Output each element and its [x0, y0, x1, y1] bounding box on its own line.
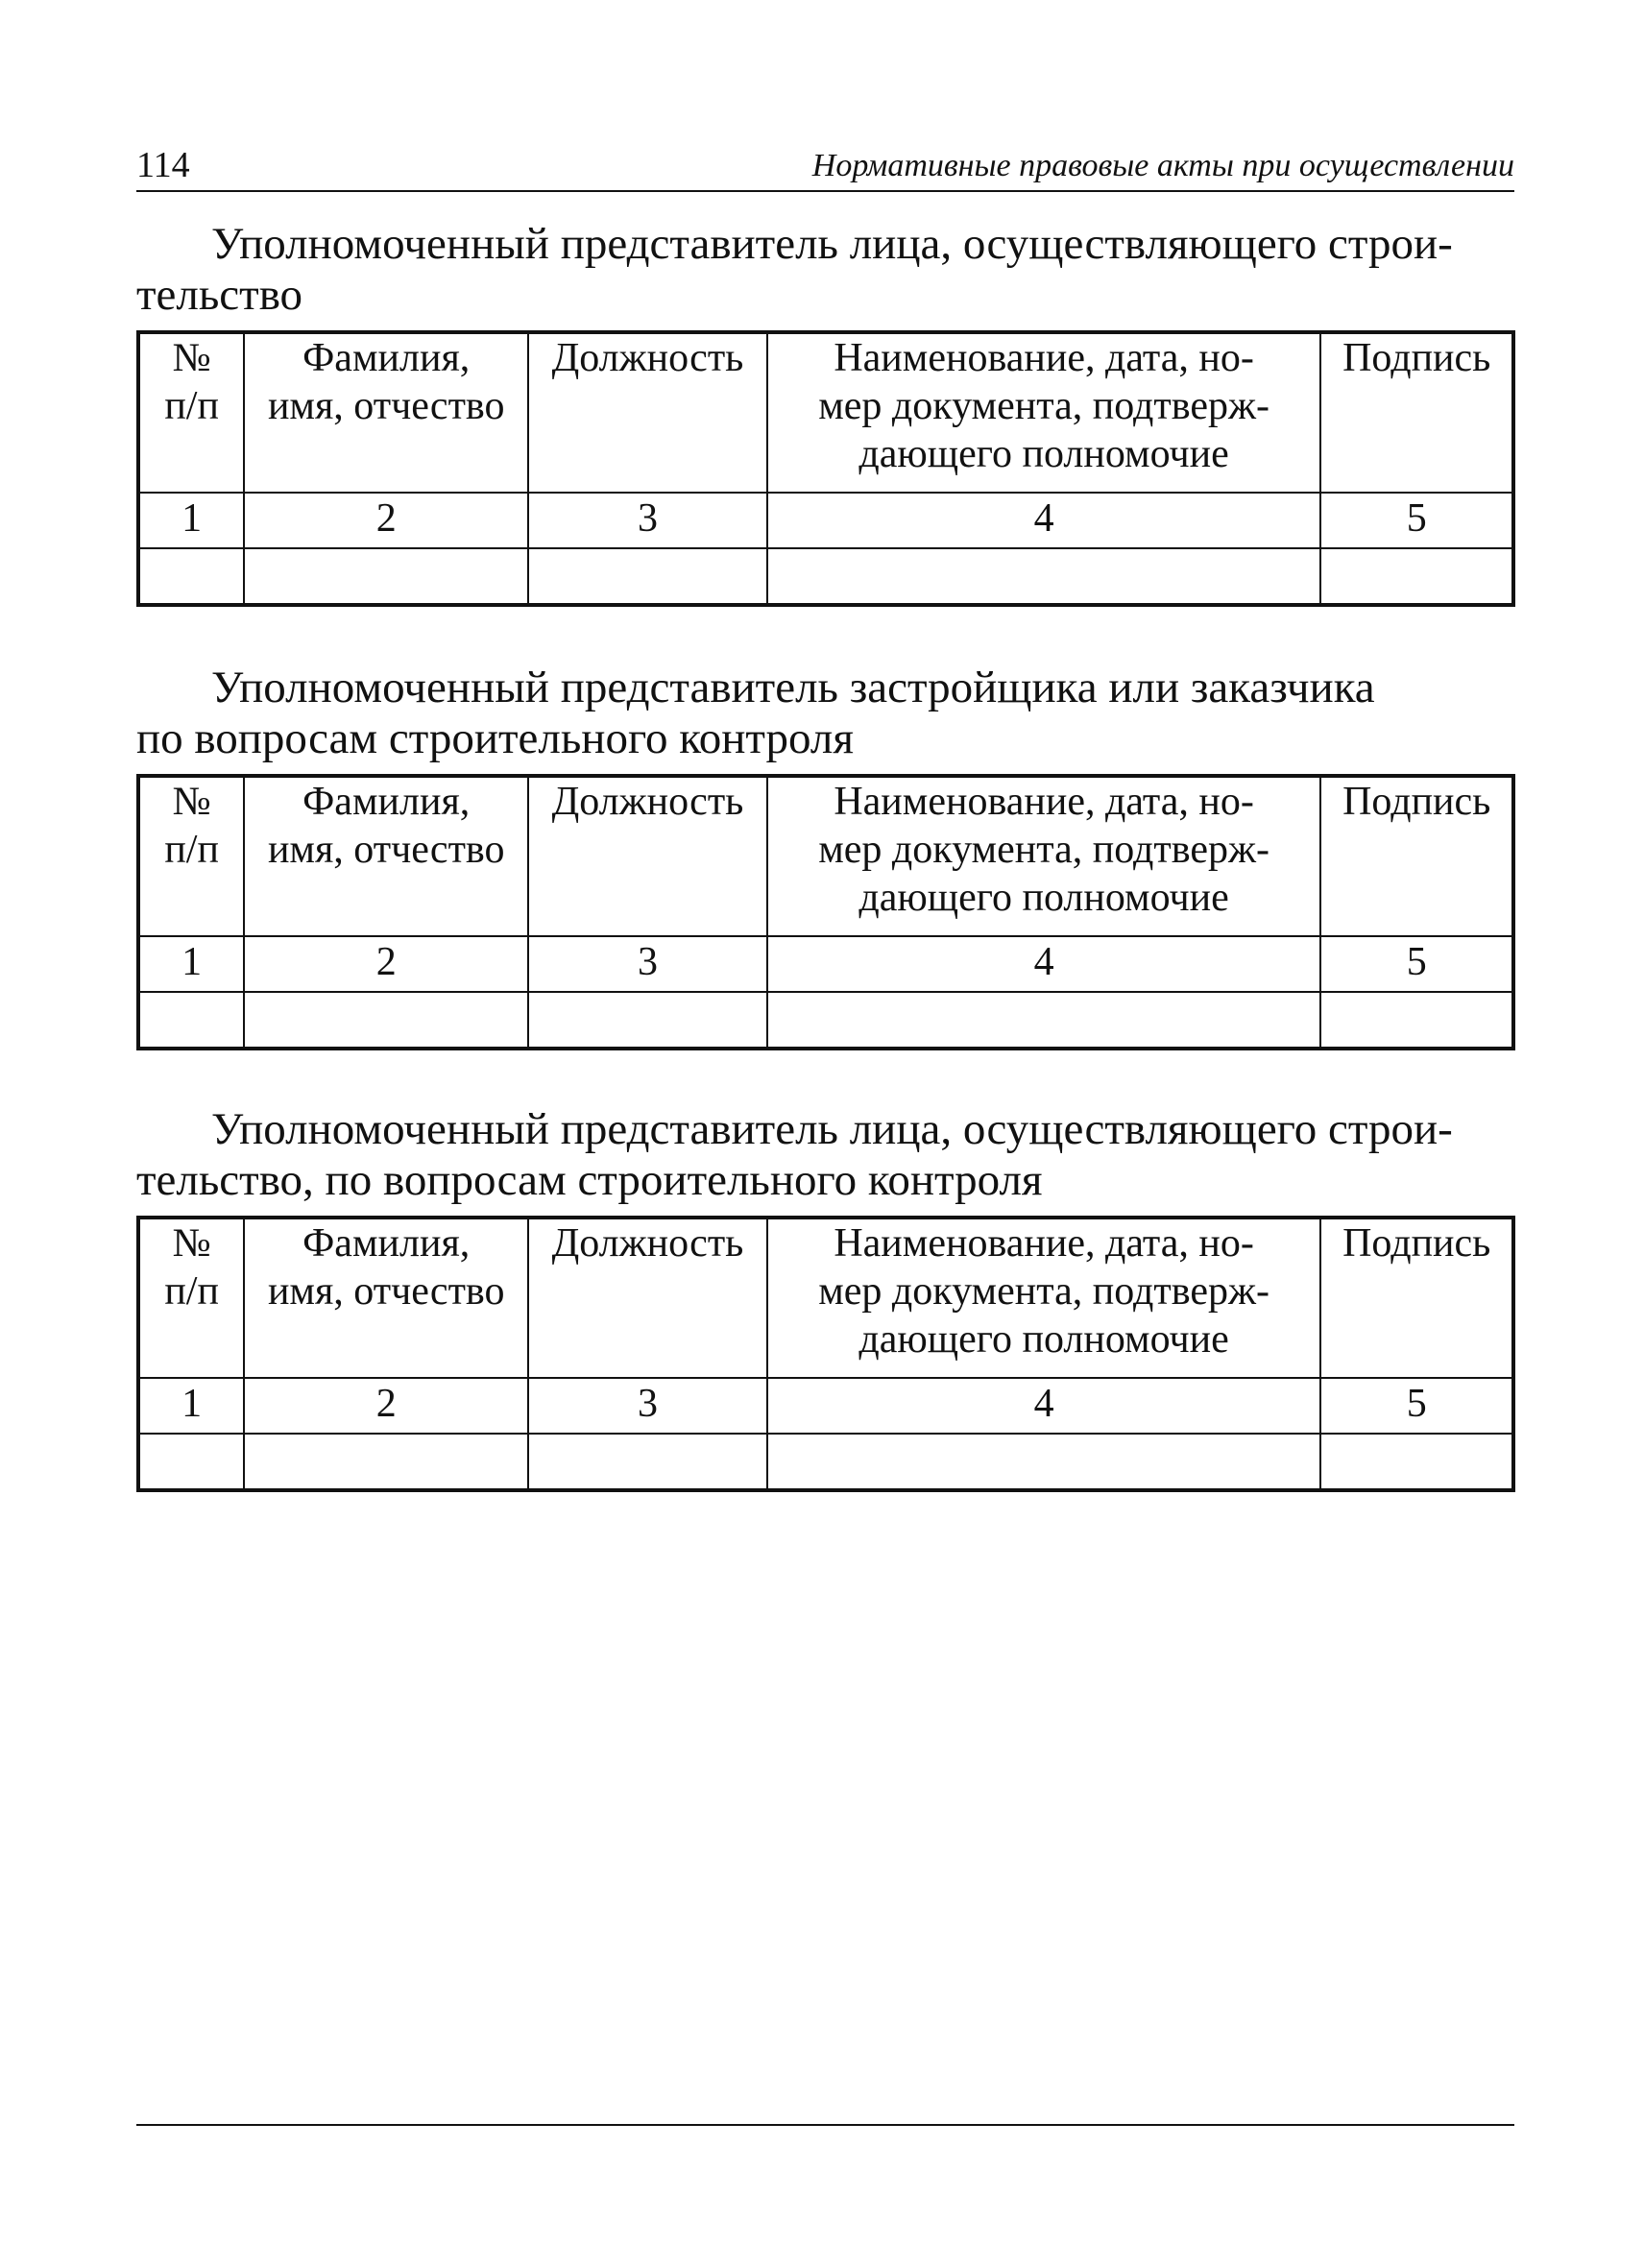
col-header-position: Должность — [528, 1218, 767, 1378]
column-index-row: 1 2 3 4 5 — [138, 493, 1513, 548]
table-header-row — [138, 776, 1513, 936]
col-header-position: Должность — [528, 332, 767, 493]
col-header-document: Наименование, дата, но- мер документа, подтверж- дающего полномочие — [767, 776, 1321, 936]
table-header-row — [138, 1218, 1513, 1378]
signature-table — [136, 774, 1515, 1050]
footer-rule — [136, 2124, 1514, 2126]
page-number: 114 — [136, 145, 190, 185]
section-caption: Уполномоченный представитель лица, осуществляющего строи- тельство — [136, 219, 1453, 320]
col-header-name: Фамилия, имя, отчество — [244, 776, 528, 936]
running-head-title: Нормативные правовые акты при осуществлении — [811, 148, 1514, 183]
table-header-row — [138, 332, 1513, 493]
table-row — [138, 1434, 1513, 1490]
column-index-row: 1 2 3 4 5 — [138, 936, 1513, 992]
col-header-position: Должность — [528, 776, 767, 936]
running-head — [136, 144, 1514, 192]
signature-table — [136, 1216, 1515, 1492]
col-header-signature: Подпись — [1320, 332, 1513, 493]
col-header-number: № п/п — [138, 776, 244, 936]
section-caption: Уполномоченный представитель застройщика или заказчика по вопросам строительного контроля — [136, 663, 1375, 763]
signature-table — [136, 330, 1515, 607]
col-header-signature: Подпись — [1320, 776, 1513, 936]
col-header-document: Наименование, дата, но- мер документа, подтверж- дающего полномочие — [767, 1218, 1321, 1378]
col-header-name: Фамилия, имя, отчество — [244, 1218, 528, 1378]
col-header-number: № п/п — [138, 332, 244, 493]
column-index-row: 1 2 3 4 5 — [138, 1378, 1513, 1434]
table-row — [138, 992, 1513, 1049]
col-header-document: Наименование, дата, но- мер документа, подтверж- дающего полномочие — [767, 332, 1321, 493]
col-header-signature: Подпись — [1320, 1218, 1513, 1378]
col-header-name: Фамилия, имя, отчество — [244, 332, 528, 493]
table-row — [138, 548, 1513, 605]
section-caption: Уполномоченный представитель лица, осуществляющего строи- тельство, по вопросам строительного контроля — [136, 1104, 1453, 1205]
col-header-number: № п/п — [138, 1218, 244, 1378]
